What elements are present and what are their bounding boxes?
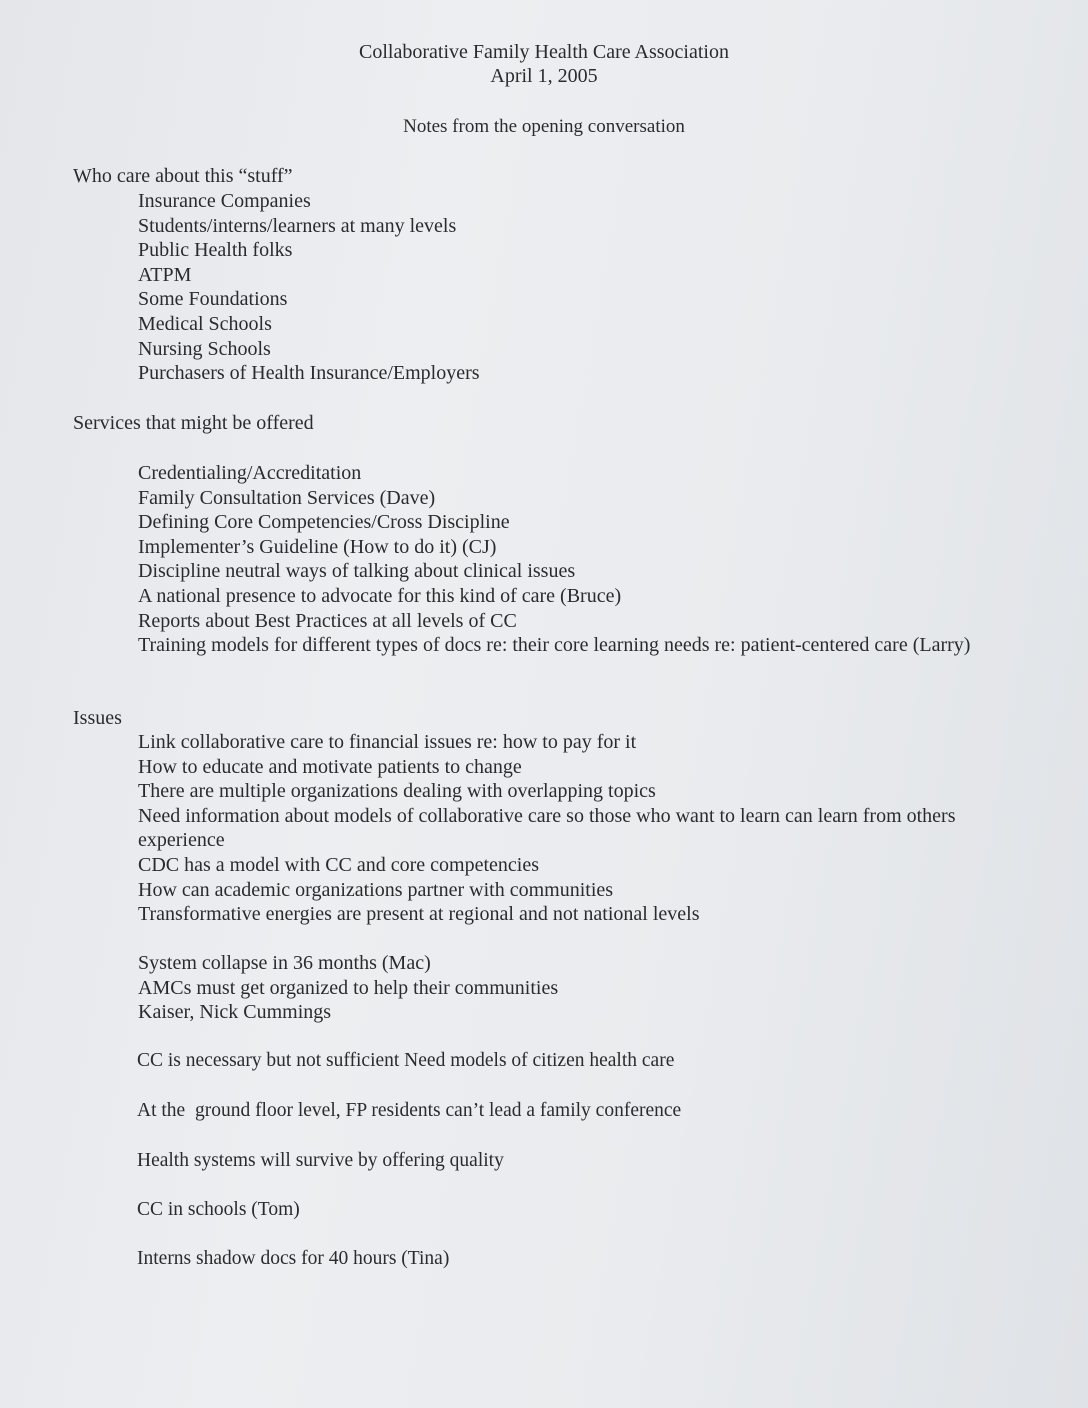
list-item: Training models for different types of docs re: their core learning needs re: patient-centered care (Larry) <box>138 634 971 657</box>
list-item: Family Consultation Services (Dave) <box>138 486 436 509</box>
list-item: A national presence to advocate for this kind of care (Bruce) <box>138 584 622 607</box>
issues-list <box>138 730 998 927</box>
list-item: System collapse in 36 months (Mac) <box>138 952 431 974</box>
note-interns: Interns shadow docs for 40 hours (Tina) <box>137 1248 450 1269</box>
list-item: Discipline neutral ways of talking about clinical issues <box>138 560 576 583</box>
note-cc-schools: CC in schools (Tom) <box>137 1199 300 1220</box>
list-item: Need information about models of collaborative care so those who want to learn can learn from others experience <box>138 804 956 852</box>
note-health-systems: Health systems will survive by offering quality <box>137 1150 504 1171</box>
list-item: How can academic organizations partner with communities <box>138 878 614 901</box>
notes-group <box>138 951 998 1025</box>
org-title: Collaborative Family Health Care Association <box>359 41 729 63</box>
list-item: Some Foundations <box>138 288 288 311</box>
note-ground-floor: At the ground floor level, FP residents can’t lead a family conference <box>137 1100 682 1121</box>
list-item: Medical Schools <box>138 312 272 335</box>
list-item: CDC has a model with CC and core competencies <box>138 853 540 876</box>
list-item: AMCs must get organized to help their communities <box>138 976 559 999</box>
list-item: Reports about Best Practices at all levels of CC <box>138 609 517 632</box>
list-item: Nursing Schools <box>138 337 271 360</box>
issues-heading: Issues <box>73 707 122 729</box>
list-item: Kaiser, Nick Cummings <box>138 1001 332 1024</box>
list-item: There are multiple organizations dealing with overlapping topics <box>138 780 656 803</box>
list-item: Purchasers of Health Insurance/Employers <box>138 362 480 385</box>
list-item: Link collaborative care to financial issues re: how to pay for it <box>138 731 637 753</box>
list-item: Public Health folks <box>138 239 293 262</box>
services-list <box>138 461 998 658</box>
who-cares-heading: Who care about this “stuff” <box>73 165 293 187</box>
document-date: April 1, 2005 <box>490 65 598 87</box>
list-item: ATPM <box>138 263 192 286</box>
who-cares-list <box>138 189 998 386</box>
note-cc-necessary: CC is necessary but not sufficient Need models of citizen health care <box>137 1050 675 1071</box>
list-item: Students/interns/learners at many levels <box>138 214 457 237</box>
list-item: How to educate and motivate patients to change <box>138 755 522 778</box>
services-heading: Services that might be offered <box>73 412 314 434</box>
list-item: Implementer’s Guideline (How to do it) (CJ) <box>138 535 497 558</box>
list-item: Transformative energies are present at regional and not national levels <box>138 903 700 926</box>
document-subtitle: Notes from the opening conversation <box>403 116 685 137</box>
list-item: Insurance Companies <box>138 190 311 212</box>
list-item: Credentialing/Accreditation <box>138 462 362 484</box>
list-item: Defining Core Competencies/Cross Discipline <box>138 511 510 534</box>
